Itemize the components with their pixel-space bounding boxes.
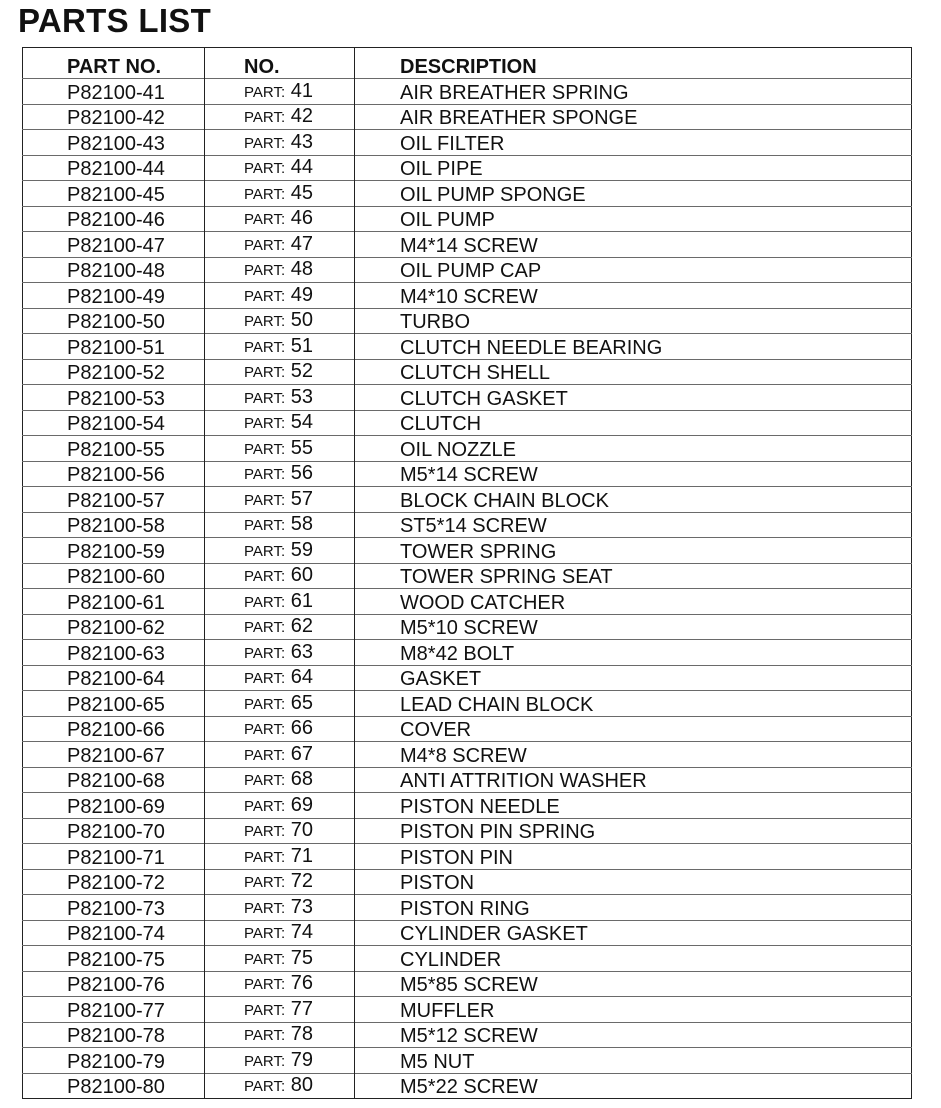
table-row [23,410,912,436]
part-label: PART: [244,517,286,534]
part-number-cell: P82100-48 [67,260,165,282]
item-number-cell [205,920,355,946]
part-index: 65 [290,691,313,714]
table-row [23,538,912,564]
part-number-cell: P82100-58 [67,515,165,537]
item-number-cell [205,563,355,589]
part-number-cell: P82100-57 [67,489,165,512]
part-index: 76 [290,972,313,994]
description-cell: WOOD CATCHER [400,591,566,614]
part-number-cell: P82100-53 [67,387,165,410]
part-number-cell: P82100-64 [67,668,165,690]
description-cell: TOWER SPRING [400,540,557,563]
table-row [23,232,912,258]
part-label: PART: [244,619,286,636]
item-number-cell [205,640,355,666]
part-index: 56 [290,462,313,484]
table-row [23,181,912,207]
part-index: 80 [290,1074,313,1096]
description-cell: PISTON PIN [400,846,513,869]
part-label: PART: [244,134,286,152]
part-label: PART: [244,542,286,560]
part-label: PART: [244,925,286,942]
table-row [23,793,912,819]
part-number-cell: P82100-47 [67,234,165,257]
description-cell: PISTON PIN SPRING [400,821,596,843]
part-number-cell: P82100-52 [67,362,165,384]
part-label: PART: [244,313,286,330]
item-number-cell [205,257,355,283]
part-index: 50 [290,309,313,331]
part-number-cell: P82100-69 [67,795,165,818]
part-number-cell: P82100-44 [67,158,165,180]
part-index: 48 [290,258,313,280]
part-index: 79 [290,1048,313,1071]
description-cell: M8*42 BOLT [400,642,515,665]
part-label: PART: [244,568,286,585]
table-row [23,130,912,156]
item-number-cell [205,1022,355,1048]
part-number-cell: P82100-45 [67,183,165,206]
part-number-cell: P82100-75 [67,948,165,971]
part-index: 63 [290,640,313,663]
part-index: 73 [290,895,313,918]
part-number-cell: P82100-71 [67,846,165,869]
description-cell: LEAD CHAIN BLOCK [400,693,594,716]
part-index: 78 [290,1023,313,1045]
item-number-cell [205,410,355,436]
table-row [23,512,912,538]
part-number-cell: P82100-79 [67,1050,165,1073]
description-cell: BLOCK CHAIN BLOCK [400,489,609,512]
item-number-cell [205,155,355,181]
table-row [23,359,912,385]
table-row [23,1073,912,1099]
part-label: PART: [244,976,286,993]
item-number-cell [205,104,355,130]
part-number-cell: P82100-74 [67,923,165,945]
part-label: PART: [244,109,286,126]
part-number-cell: P82100-72 [67,872,165,894]
description-cell: M5*85 SCREW [400,974,538,996]
table-row [23,971,912,997]
table-row [23,1022,912,1048]
description-cell: PISTON RING [400,897,530,920]
header-part-no: PART NO. [67,56,162,78]
item-number-cell [205,614,355,640]
part-index: 55 [290,436,313,459]
parts-table [22,47,912,1099]
table-row [23,283,912,309]
part-number-cell: P82100-49 [67,285,165,308]
item-number-cell [205,359,355,385]
description-cell: OIL NOZZLE [400,438,516,461]
parts-table-body [23,79,912,1099]
description-cell: CYLINDER [400,948,502,971]
table-row [23,818,912,844]
part-index: 62 [290,615,313,637]
item-number-cell [205,232,355,258]
part-number-cell: P82100-43 [67,132,165,155]
part-label: PART: [244,338,286,356]
part-index: 70 [290,819,313,841]
part-label: PART: [244,1078,286,1095]
description-cell: M4*8 SCREW [400,744,527,767]
parts-table-header [23,48,912,79]
table-row [23,844,912,870]
part-index: 49 [290,283,313,306]
item-number-cell [205,334,355,360]
item-number-cell [205,181,355,207]
part-number-cell: P82100-80 [67,1076,165,1098]
table-row [23,1048,912,1074]
description-cell: M4*14 SCREW [400,234,538,257]
table-row [23,308,912,334]
description-cell: CLUTCH GASKET [400,387,568,410]
item-number-cell [205,793,355,819]
part-label: PART: [244,950,286,968]
item-number-cell [205,512,355,538]
table-row [23,767,912,793]
part-index: 72 [290,870,313,892]
description-cell: MUFFLER [400,999,495,1022]
description-cell: M5*22 SCREW [400,1076,538,1098]
item-number-cell [205,742,355,768]
part-label: PART: [244,1027,286,1044]
description-cell: COVER [400,719,472,741]
part-number-cell: P82100-77 [67,999,165,1022]
part-number-cell: P82100-61 [67,591,165,614]
table-row [23,869,912,895]
description-cell: CLUTCH NEEDLE BEARING [400,336,663,359]
item-number-cell [205,130,355,156]
part-label: PART: [244,797,286,815]
part-label: PART: [244,236,286,254]
description-cell: OIL PUMP SPONGE [400,183,586,206]
description-cell: OIL PUMP CAP [400,260,542,282]
item-number-cell [205,487,355,513]
description-cell: M4*10 SCREW [400,285,538,308]
item-number-cell [205,997,355,1023]
part-index: 53 [290,385,313,408]
header-no: NO. [205,48,355,79]
part-label: PART: [244,185,286,203]
part-label: PART: [244,772,286,789]
description-cell: M5*14 SCREW [400,464,538,486]
part-index: 74 [290,921,313,943]
part-label: PART: [244,491,286,509]
table-row [23,563,912,589]
table-row [23,79,912,105]
part-number-cell: P82100-41 [67,81,165,104]
part-number-cell: P82100-65 [67,693,165,716]
part-number-cell: P82100-50 [67,311,165,333]
part-number-cell: P82100-66 [67,719,165,741]
description-cell: GASKET [400,668,482,690]
part-number-cell: P82100-46 [67,209,165,231]
part-number-cell: P82100-68 [67,770,165,792]
part-label: PART: [244,874,286,891]
part-label: PART: [244,1001,286,1019]
description-cell: PISTON NEEDLE [400,795,560,818]
table-row [23,691,912,717]
part-index: 68 [290,768,313,790]
part-label: PART: [244,695,286,713]
part-label: PART: [244,160,286,177]
part-index: 69 [290,793,313,816]
item-number-cell [205,844,355,870]
table-row [23,487,912,513]
description-cell: CYLINDER GASKET [400,923,588,945]
table-row [23,614,912,640]
table-row [23,895,912,921]
part-index: 45 [290,181,313,204]
part-number-cell: P82100-63 [67,642,165,665]
table-row [23,155,912,181]
description-cell: ST5*14 SCREW [400,515,547,537]
part-index: 44 [290,156,313,178]
part-index: 54 [290,411,313,433]
table-row [23,946,912,972]
part-label: PART: [244,848,286,866]
table-row [23,640,912,666]
parts-table-container [22,47,911,1099]
part-index: 61 [290,589,313,612]
item-number-cell [205,767,355,793]
table-row [23,665,912,691]
part-number-cell: P82100-76 [67,974,165,996]
description-cell: OIL PIPE [400,158,483,180]
part-label: PART: [244,211,286,228]
table-row [23,334,912,360]
table-row [23,206,912,232]
table-row [23,716,912,742]
description-cell: CLUTCH SHELL [400,362,551,384]
item-number-cell [205,691,355,717]
part-number-cell: P82100-54 [67,413,165,435]
part-label: PART: [244,440,286,458]
item-number-cell [205,1073,355,1099]
page-title: PARTS LIST [18,2,212,39]
table-row [23,257,912,283]
part-label: PART: [244,364,286,381]
table-row [23,385,912,411]
part-number-cell: P82100-62 [67,617,165,639]
table-row [23,920,912,946]
table-row [23,436,912,462]
description-cell: M5 NUT [400,1050,475,1073]
part-label: PART: [244,670,286,687]
item-number-cell [205,818,355,844]
description-cell: PISTON [400,872,475,894]
item-number-cell [205,436,355,462]
item-number-cell [205,895,355,921]
description-cell: TOWER SPRING SEAT [400,566,613,588]
part-index: 75 [290,946,313,969]
item-number-cell [205,589,355,615]
item-number-cell [205,538,355,564]
part-label: PART: [244,466,286,483]
part-label: PART: [244,746,286,764]
part-number-cell: P82100-73 [67,897,165,920]
item-number-cell [205,665,355,691]
item-number-cell [205,206,355,232]
part-index: 64 [290,666,313,688]
part-number-cell: P82100-67 [67,744,165,767]
item-number-cell [205,971,355,997]
part-index: 77 [290,997,313,1020]
part-index: 60 [290,564,313,586]
part-number-cell: P82100-70 [67,821,165,843]
part-index: 71 [290,844,313,867]
part-index: 67 [290,742,313,765]
part-index: 41 [290,79,313,102]
part-label: PART: [244,287,286,305]
part-number-cell: P82100-56 [67,464,165,486]
part-label: PART: [244,593,286,611]
part-label: PART: [244,415,286,432]
item-number-cell [205,385,355,411]
description-cell: AIR BREATHER SPRING [400,81,629,104]
part-index: 42 [290,105,313,127]
part-number-cell: P82100-42 [67,107,165,129]
item-number-cell [205,1048,355,1074]
part-index: 57 [290,487,313,510]
description-cell: ANTI ATTRITION WASHER [400,770,647,792]
part-number-cell: P82100-51 [67,336,165,359]
part-index: 59 [290,538,313,561]
description-cell: OIL PUMP [400,209,495,231]
part-index: 52 [290,360,313,382]
description-cell: M5*10 SCREW [400,617,538,639]
part-index: 58 [290,513,313,535]
part-index: 46 [290,207,313,229]
description-cell: TURBO [400,311,470,333]
part-label: PART: [244,1052,286,1070]
item-number-cell [205,461,355,487]
part-label: PART: [244,262,286,279]
table-row [23,997,912,1023]
part-index: 47 [290,232,313,255]
part-index: 43 [290,130,313,153]
header-description: DESCRIPTION [400,56,537,78]
item-number-cell [205,283,355,309]
item-number-cell [205,79,355,105]
part-label: PART: [244,389,286,407]
part-label: PART: [244,83,286,101]
header-row [23,48,912,79]
part-index: 51 [290,334,313,357]
item-number-cell [205,946,355,972]
description-cell: CLUTCH [400,413,482,435]
part-index: 66 [290,717,313,739]
part-label: PART: [244,721,286,738]
table-row [23,742,912,768]
description-cell: OIL FILTER [400,132,505,155]
description-cell: M5*12 SCREW [400,1025,538,1047]
part-number-cell: P82100-55 [67,438,165,461]
part-label: PART: [244,823,286,840]
part-number-cell: P82100-59 [67,540,165,563]
description-cell: AIR BREATHER SPONGE [400,107,638,129]
part-number-cell: P82100-78 [67,1025,165,1047]
table-row [23,589,912,615]
table-row [23,104,912,130]
item-number-cell [205,869,355,895]
part-label: PART: [244,644,286,662]
item-number-cell [205,308,355,334]
part-label: PART: [244,899,286,917]
table-row [23,461,912,487]
item-number-cell [205,716,355,742]
part-number-cell: P82100-60 [67,566,165,588]
